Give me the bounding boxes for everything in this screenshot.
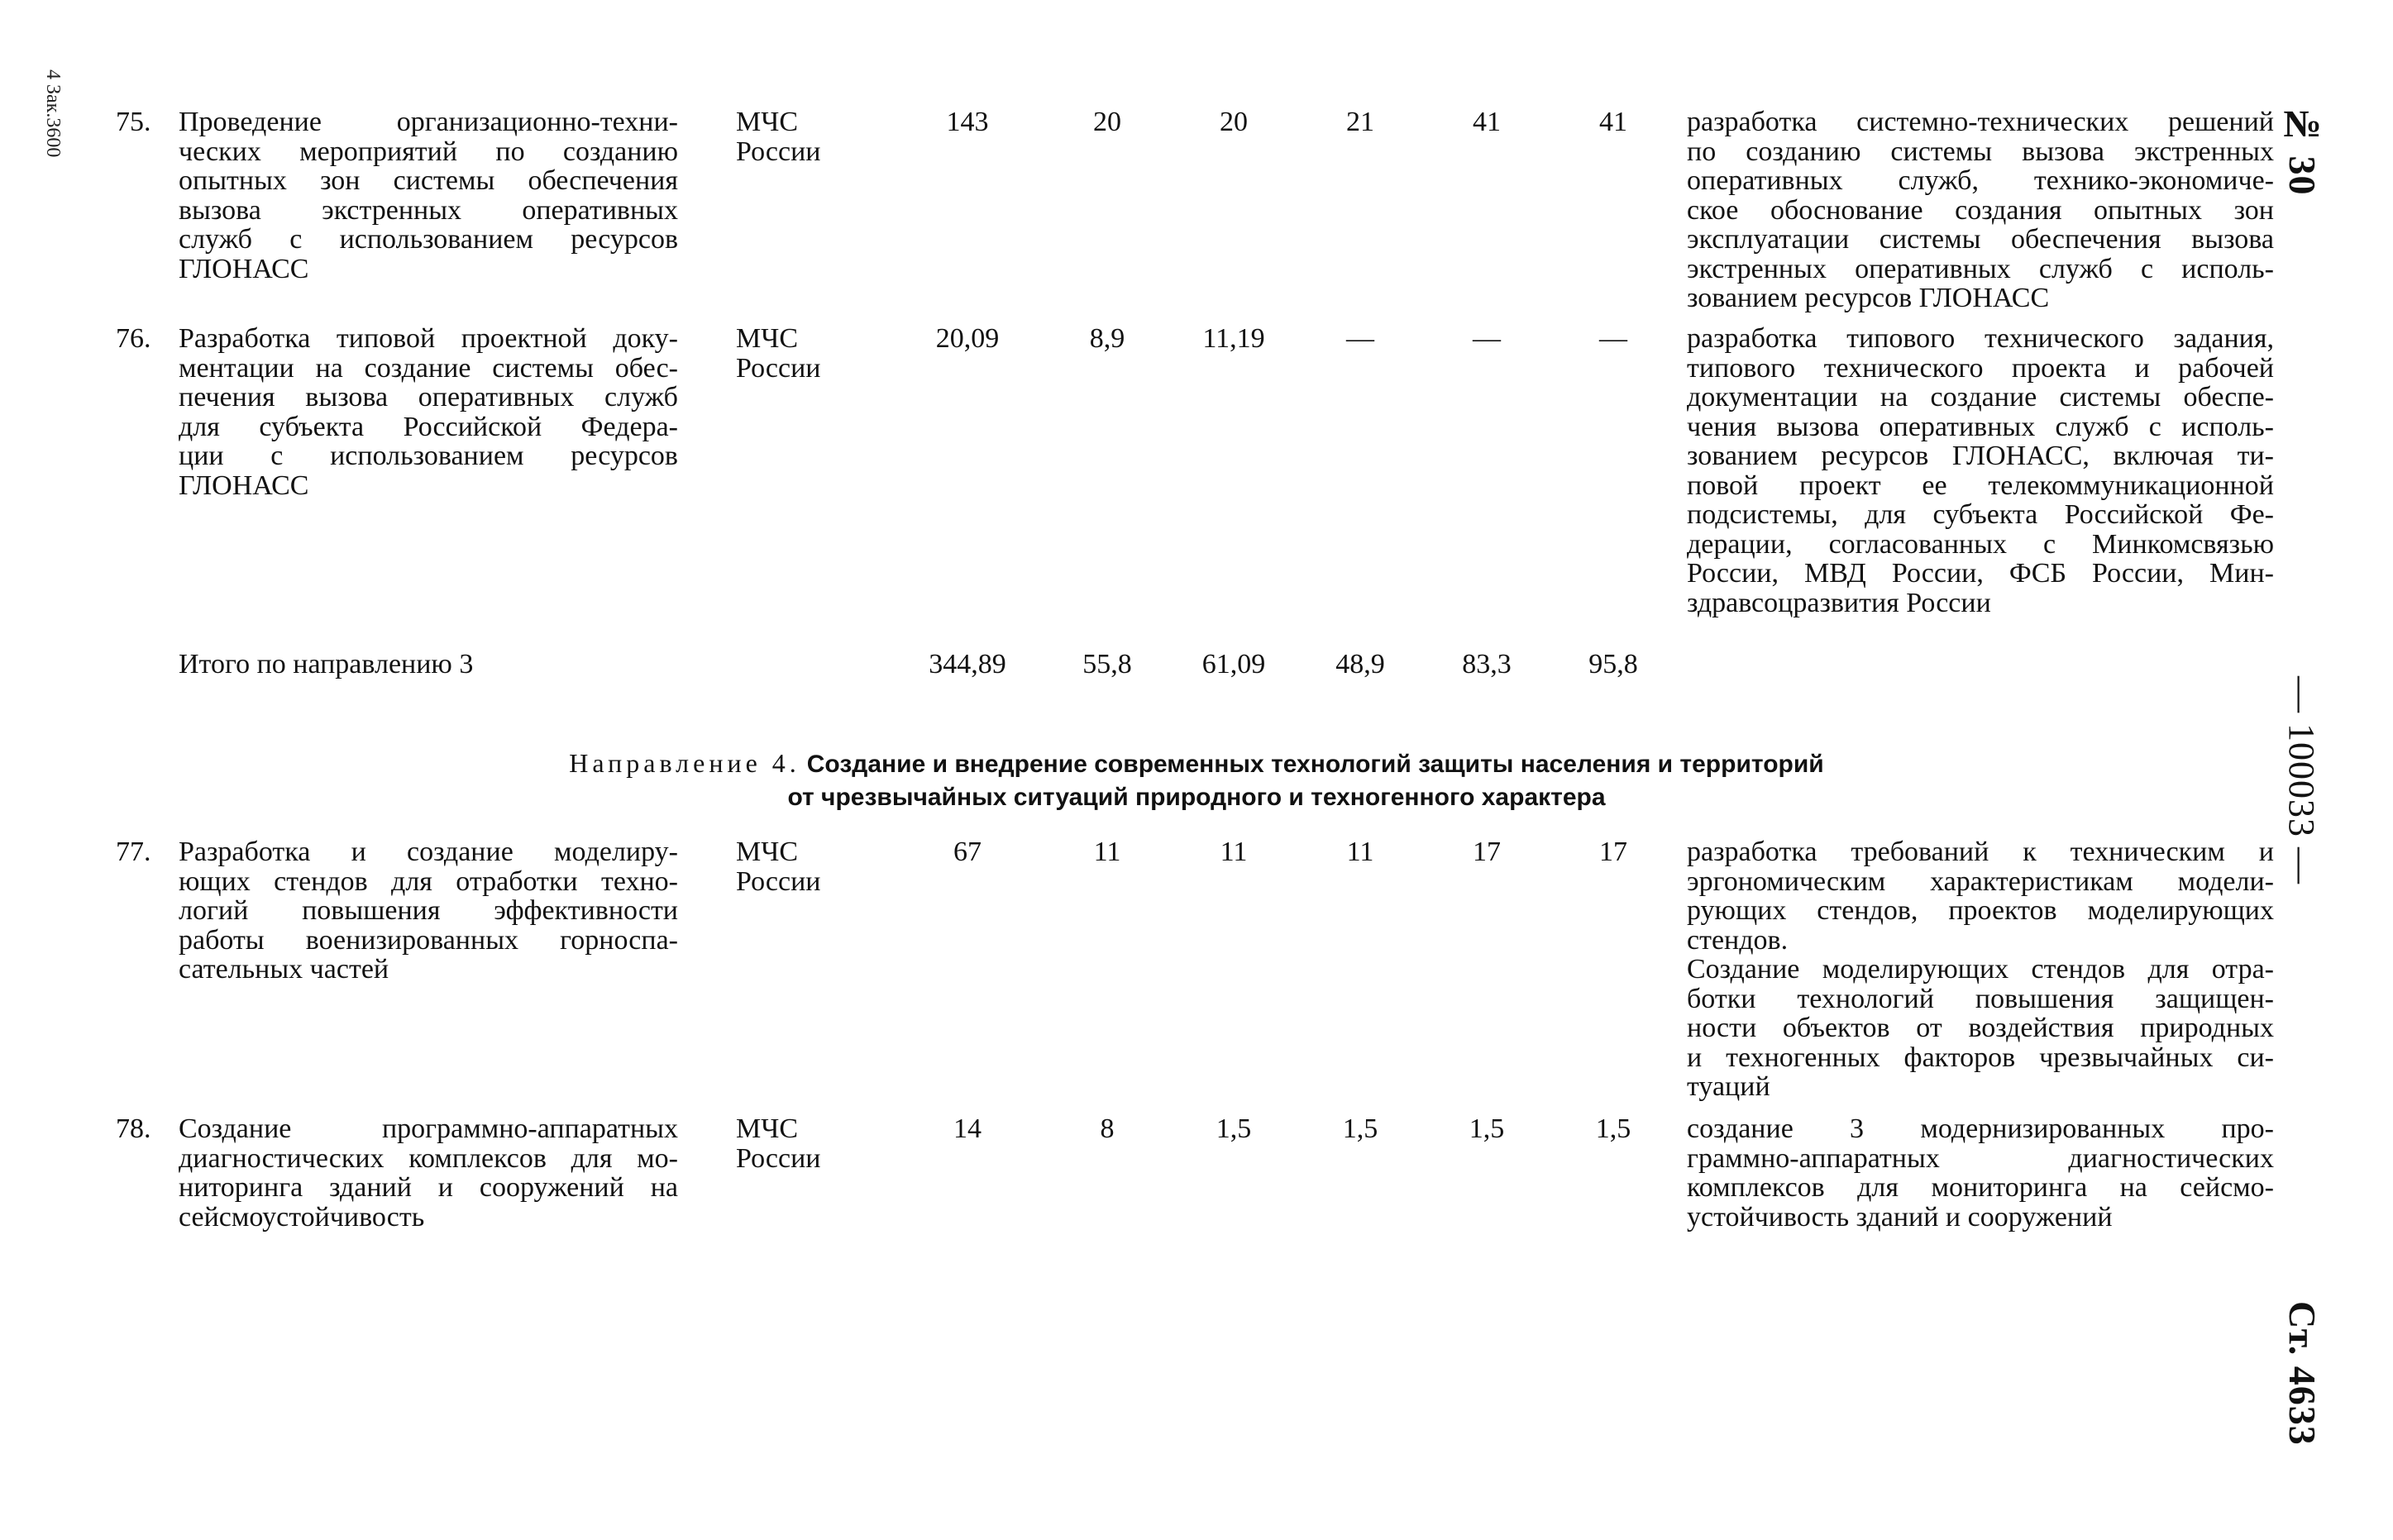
document-code: — 100033 —	[2281, 676, 2322, 884]
total-year-2: 61,09	[1201, 649, 1266, 679]
value-year-5: 41	[1599, 107, 1627, 137]
responsible-agency: МЧС России	[736, 323, 821, 384]
value-year-3: 21	[1346, 107, 1374, 137]
section-heading	[0, 747, 2393, 813]
expected-result: разработка типового технического задания, типового технического проекта и рабочей документации на создание системы обеспе- чения вызова оперативных служб с исполь- зованием ресурсов ГЛОНАСС, включая ти- повой проект ее телекоммуникационной подсистемы, для субъекта Российской Фе- дерации, согласованных с Минкомсвязью России, МВД России, ФСБ России, Мин- здравсоцразвития России	[1687, 323, 2274, 618]
row-number: 78.	[116, 1113, 151, 1144]
row-number: 76.	[116, 323, 151, 354]
measure-name: Создание программно-аппаратных диагностических комплексов для мо- ниторинга зданий и сооружений на сейсмоустойчивость	[179, 1113, 678, 1232]
measure-name: Разработка типовой проектной доку- ментации на создание системы обес- печения вызова оперативных служб для субъекта Российской Федера- ции с использованием ресурсов ГЛОНАСС	[179, 323, 678, 501]
measure-name: Разработка и создание моделиру- ющих стендов для отработки техно- логий повышения эффективности работы военизированных горноспа- сательных частей	[179, 837, 678, 985]
value-year-3: —	[1346, 323, 1374, 354]
value-year-5: 17	[1599, 837, 1627, 867]
value-year-2: 11,19	[1202, 323, 1265, 354]
expected-result: разработка системно-технических решений по созданию системы вызова экстренных оперативных служб, технико-экономиче- ское обоснование создания опытных зон эксплуатации системы обеспечения вызова экстренных оперативных служб с исполь- зованием ресурсов ГЛОНАСС	[1687, 107, 2274, 313]
value-year-1: 8	[1100, 1113, 1115, 1144]
total-year-4: 83,3	[1462, 649, 1512, 679]
value-year-2: 11	[1220, 837, 1248, 867]
responsible-agency: МЧС России	[736, 1113, 821, 1174]
value-year-5: —	[1599, 323, 1627, 354]
value-year-1: 8,9	[1089, 323, 1125, 354]
value-year-4: 1,5	[1469, 1113, 1505, 1144]
value-year-1: 11	[1093, 837, 1121, 867]
total-value: 344,89	[929, 649, 1006, 679]
value-year-4: 41	[1473, 107, 1501, 137]
value-year-5: 1,5	[1595, 1113, 1631, 1144]
page-number: Ст. 4633	[2281, 1301, 2324, 1446]
section-title-line2: от чрезвычайных ситуаций природного и техногенного характера	[787, 784, 1606, 811]
total-year-5: 95,8	[1588, 649, 1638, 679]
section-prefix: Направление 4.	[569, 748, 800, 778]
responsible-agency: МЧС России	[736, 837, 821, 897]
value-year-4: 17	[1473, 837, 1501, 867]
value-year-2: 1,5	[1216, 1113, 1252, 1144]
printer-order-mark: 4 Зак.3600	[42, 69, 64, 158]
value-year-2: 20	[1220, 107, 1248, 137]
value-year-3: 11	[1346, 837, 1374, 867]
value-total: 20,09	[935, 323, 1000, 354]
value-year-1: 20	[1093, 107, 1121, 137]
value-total: 14	[953, 1113, 982, 1144]
total-year-1: 55,8	[1082, 649, 1132, 679]
value-total: 143	[946, 107, 989, 137]
section-title-line1: Создание и внедрение современных технологий защиты населения и территорий	[806, 751, 1824, 778]
measure-name: Проведение организационно-техни- ческих мероприятий по созданию опытных зон системы обеспечения вызова экстренных оперативных служб с использованием ресурсов ГЛОНАСС	[179, 107, 678, 284]
value-total: 67	[953, 837, 982, 867]
responsible-agency: МЧС России	[736, 107, 821, 167]
value-year-4: —	[1473, 323, 1501, 354]
total-label: Итого по направлению 3	[179, 649, 474, 679]
expected-result: разработка требований к техническим и эргономическим характеристикам модели- рующих стендов, проектов моделирующих стендов. Создание моделирующих стендов для отра- ботки технологий повышения защищен- ности объектов от воздействия природных и техногенных факторов чрезвычайных си- туаций	[1687, 837, 2274, 1102]
journal-number: № 30	[2281, 103, 2324, 196]
total-year-3: 48,9	[1335, 649, 1385, 679]
row-number: 75.	[116, 107, 151, 137]
row-number: 77.	[116, 837, 151, 867]
value-year-3: 1,5	[1342, 1113, 1378, 1144]
expected-result: создание 3 модернизированных про- граммно-аппаратных диагностических комплексов для мониторинга на сейсмо- устойчивость зданий и сооружений	[1687, 1113, 2274, 1232]
